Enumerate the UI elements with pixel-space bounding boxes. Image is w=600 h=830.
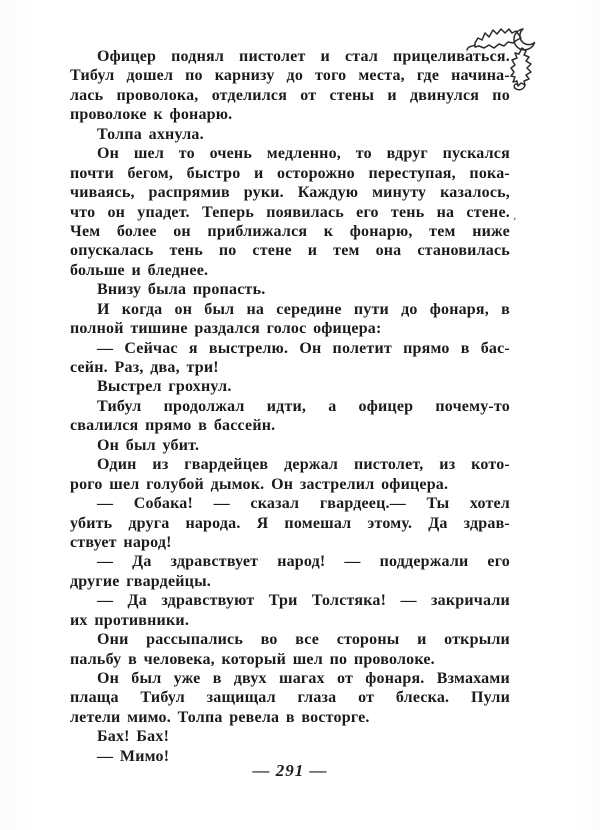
word: на xyxy=(246,300,265,318)
word: фонаря, xyxy=(429,300,489,318)
word: переступая, xyxy=(368,164,456,182)
word: карнизу xyxy=(214,67,275,85)
word: открыли xyxy=(444,631,510,649)
text-line: другие гвардейцы. xyxy=(70,572,211,590)
word: стал xyxy=(344,48,379,65)
text-line: ствует народ! xyxy=(70,533,172,551)
word: бас- xyxy=(480,339,510,357)
text-line xyxy=(70,591,510,610)
word: стене xyxy=(252,242,292,260)
word: Офицер xyxy=(97,48,157,65)
word: медленно, xyxy=(266,145,341,163)
word: по xyxy=(218,242,237,260)
word: дошел xyxy=(126,67,174,85)
word: был xyxy=(204,300,235,318)
text-line xyxy=(70,183,510,202)
word: проволока, xyxy=(116,86,199,104)
word: и xyxy=(254,164,264,182)
text-line xyxy=(70,494,510,513)
word: и xyxy=(387,86,397,104)
word: Каждую xyxy=(297,184,359,202)
word: а xyxy=(328,397,337,415)
word: до xyxy=(401,300,418,318)
text-line xyxy=(70,688,510,707)
word: прицеливаться. xyxy=(393,48,510,65)
word: по xyxy=(185,67,203,85)
word: здравствует xyxy=(170,553,259,571)
word: держал xyxy=(284,456,339,474)
word: Тибул xyxy=(70,67,115,85)
word: тень xyxy=(169,242,203,260)
word: что xyxy=(70,203,96,221)
word: и xyxy=(320,48,330,65)
word: двинулся xyxy=(410,86,480,104)
text-line xyxy=(70,144,510,163)
word: бегом, xyxy=(127,164,174,182)
word: фонарю, xyxy=(349,222,413,240)
word: из xyxy=(439,456,456,474)
word: Он xyxy=(299,339,322,357)
word: Да xyxy=(428,514,448,532)
word: идти, xyxy=(266,397,307,415)
word: уже xyxy=(173,670,201,687)
word: — xyxy=(97,495,114,513)
text-line: Толпа ахнула. xyxy=(97,125,204,143)
word: пистолет, xyxy=(353,456,424,474)
word: продолжал xyxy=(163,397,245,415)
word: пути xyxy=(353,300,389,318)
page-text xyxy=(70,47,510,766)
text-line: полной тишине раздался голос офицера: xyxy=(70,320,382,338)
word: Толстяка! xyxy=(311,592,387,610)
text-line: сейн. Раз, два, три! xyxy=(70,359,219,376)
word: защищал xyxy=(206,689,276,707)
word: Они xyxy=(97,631,129,649)
word: она xyxy=(375,242,402,260)
text-line xyxy=(70,397,510,416)
word: поддержали xyxy=(379,553,469,571)
word: Чем xyxy=(70,222,101,240)
word: чиваясь, xyxy=(70,184,135,202)
word: минуту xyxy=(372,184,427,202)
word: становилась xyxy=(417,242,510,260)
word: лась xyxy=(70,86,104,104)
text-line xyxy=(70,630,510,649)
text-line: проволоке к фонарю. xyxy=(70,106,233,124)
word: из xyxy=(152,456,169,474)
text-line xyxy=(70,47,510,66)
text-line: рого шел голубой дымок. Он застрелил офицера. xyxy=(70,475,449,493)
word: здравствуют xyxy=(161,592,255,610)
word: он xyxy=(173,222,191,240)
word: то xyxy=(355,145,372,163)
word: более xyxy=(116,222,157,240)
word: то xyxy=(178,145,195,163)
word: стороны xyxy=(336,631,400,649)
word: в xyxy=(212,670,222,687)
text-line xyxy=(70,552,510,571)
text-line: — Мимо! xyxy=(97,747,170,765)
word: когда xyxy=(121,300,163,318)
word: тем xyxy=(429,222,456,240)
word: осторожно xyxy=(277,164,355,182)
word: хотел xyxy=(469,495,510,513)
word: двух xyxy=(233,670,267,687)
word: очень xyxy=(209,145,253,163)
word: поднял xyxy=(171,48,225,65)
word: Один xyxy=(97,456,137,474)
word: глаза xyxy=(297,689,337,707)
word: Тибул xyxy=(97,397,142,415)
word: упадет. xyxy=(137,203,190,221)
word: отделился xyxy=(211,86,288,104)
word: сказал xyxy=(250,495,300,513)
word: того xyxy=(315,67,347,85)
word: — xyxy=(97,339,114,357)
word: распрямив xyxy=(148,184,230,202)
word: Взмахами xyxy=(436,670,510,687)
text-line xyxy=(70,164,510,183)
text-line xyxy=(70,455,510,474)
word: в xyxy=(460,339,470,357)
word: приближался xyxy=(207,222,308,240)
text-line: Бах! Бах! xyxy=(97,728,170,746)
word: фонаря. xyxy=(365,670,425,687)
word: быстро xyxy=(186,164,241,182)
word: гвардеец.— xyxy=(319,495,406,513)
text-line: Он был убит. xyxy=(97,436,200,454)
word: от xyxy=(336,670,354,687)
word: и xyxy=(417,631,427,649)
text-line xyxy=(70,300,510,319)
word: закричали xyxy=(431,592,510,610)
leaf-vertical xyxy=(511,48,531,86)
word: полетит xyxy=(332,339,392,357)
text-line xyxy=(70,86,510,105)
word: — xyxy=(344,553,361,571)
word: Тибул xyxy=(140,689,185,707)
word: здрав- xyxy=(463,514,510,532)
word: от xyxy=(358,689,375,707)
word: кото- xyxy=(471,456,510,474)
word: И xyxy=(97,300,110,318)
word: — xyxy=(400,592,417,610)
word: Ты xyxy=(426,495,450,513)
word: Теперь xyxy=(201,203,254,221)
word: офицер xyxy=(358,397,414,415)
word: рассыпались xyxy=(146,631,244,649)
word: во xyxy=(260,631,278,649)
word: где xyxy=(416,67,440,85)
word: казалось, xyxy=(440,184,510,202)
word: почти xyxy=(70,164,114,182)
word: появилась xyxy=(266,203,344,221)
text-line xyxy=(70,514,510,533)
text-line xyxy=(70,222,510,241)
word: гвардейцев xyxy=(184,456,269,474)
word: Три xyxy=(268,592,298,610)
word: почему-то xyxy=(435,397,510,415)
word: Я xyxy=(256,514,269,532)
text-line xyxy=(70,203,510,222)
word: места, xyxy=(358,67,405,85)
text-line xyxy=(70,241,510,260)
word: Да xyxy=(132,553,152,571)
word: руки. xyxy=(243,184,284,202)
word: в xyxy=(501,300,510,318)
word: его xyxy=(356,203,379,221)
word: — xyxy=(213,495,230,513)
text-line xyxy=(70,669,510,688)
word: стены xyxy=(329,86,375,104)
text-line: их противники. xyxy=(70,611,190,629)
word: стене. xyxy=(466,203,510,221)
word: тень xyxy=(390,203,425,221)
word: убить xyxy=(70,514,113,532)
text-line: свалился прямо в бассейн. xyxy=(70,417,276,435)
word: Он xyxy=(97,145,120,163)
word: начина- xyxy=(451,67,510,85)
page-number: — 291 — xyxy=(252,761,328,780)
word: я xyxy=(188,339,198,357)
word: пистолет xyxy=(239,48,306,65)
word: середине xyxy=(276,300,342,318)
word: народ! xyxy=(277,553,326,571)
word: Да xyxy=(127,592,147,610)
word: пока- xyxy=(469,164,510,182)
text-line: больше и бледнее. xyxy=(70,261,209,279)
text-line: Выстрел грохнул. xyxy=(97,378,232,396)
word: помешал xyxy=(284,514,352,532)
word: выстрелю. xyxy=(208,339,289,357)
word: шел xyxy=(133,145,165,163)
text-line: Внизу была пропасть. xyxy=(97,281,266,299)
word: народа. xyxy=(185,514,241,532)
word: был xyxy=(131,670,162,687)
word: опускалась xyxy=(70,242,154,260)
word: прямо xyxy=(403,339,450,357)
word: от xyxy=(300,86,317,104)
word: шагах xyxy=(278,670,325,687)
word: Он xyxy=(97,670,120,687)
text-line xyxy=(70,66,510,85)
word: тем xyxy=(333,242,360,260)
scan-speck-artifact: , xyxy=(512,209,518,223)
word: до xyxy=(286,67,304,85)
word: все xyxy=(295,631,320,649)
word: по xyxy=(492,86,510,104)
word: ниже xyxy=(472,222,510,240)
word: — xyxy=(97,553,114,571)
word: Сейчас xyxy=(124,339,178,357)
word: плаща xyxy=(70,689,119,707)
word: этому. xyxy=(367,514,413,532)
text-line: летели мимо. Толпа ревела в восторге. xyxy=(70,708,370,726)
word: он xyxy=(174,300,193,318)
word: — xyxy=(97,592,114,610)
word: друга xyxy=(128,514,170,532)
text-line xyxy=(70,339,510,358)
word: он xyxy=(107,203,126,221)
word: к xyxy=(323,222,334,240)
word: блеска. xyxy=(395,689,450,707)
word: Собака! xyxy=(133,495,194,513)
word: и xyxy=(307,242,318,260)
word: вдруг xyxy=(386,145,428,163)
word: Пули xyxy=(470,689,510,707)
word: на xyxy=(436,203,455,221)
word: пускался xyxy=(442,145,510,163)
text-line: пальбу в человека, который шел по проволоке. xyxy=(70,650,435,668)
word: его xyxy=(487,553,510,571)
